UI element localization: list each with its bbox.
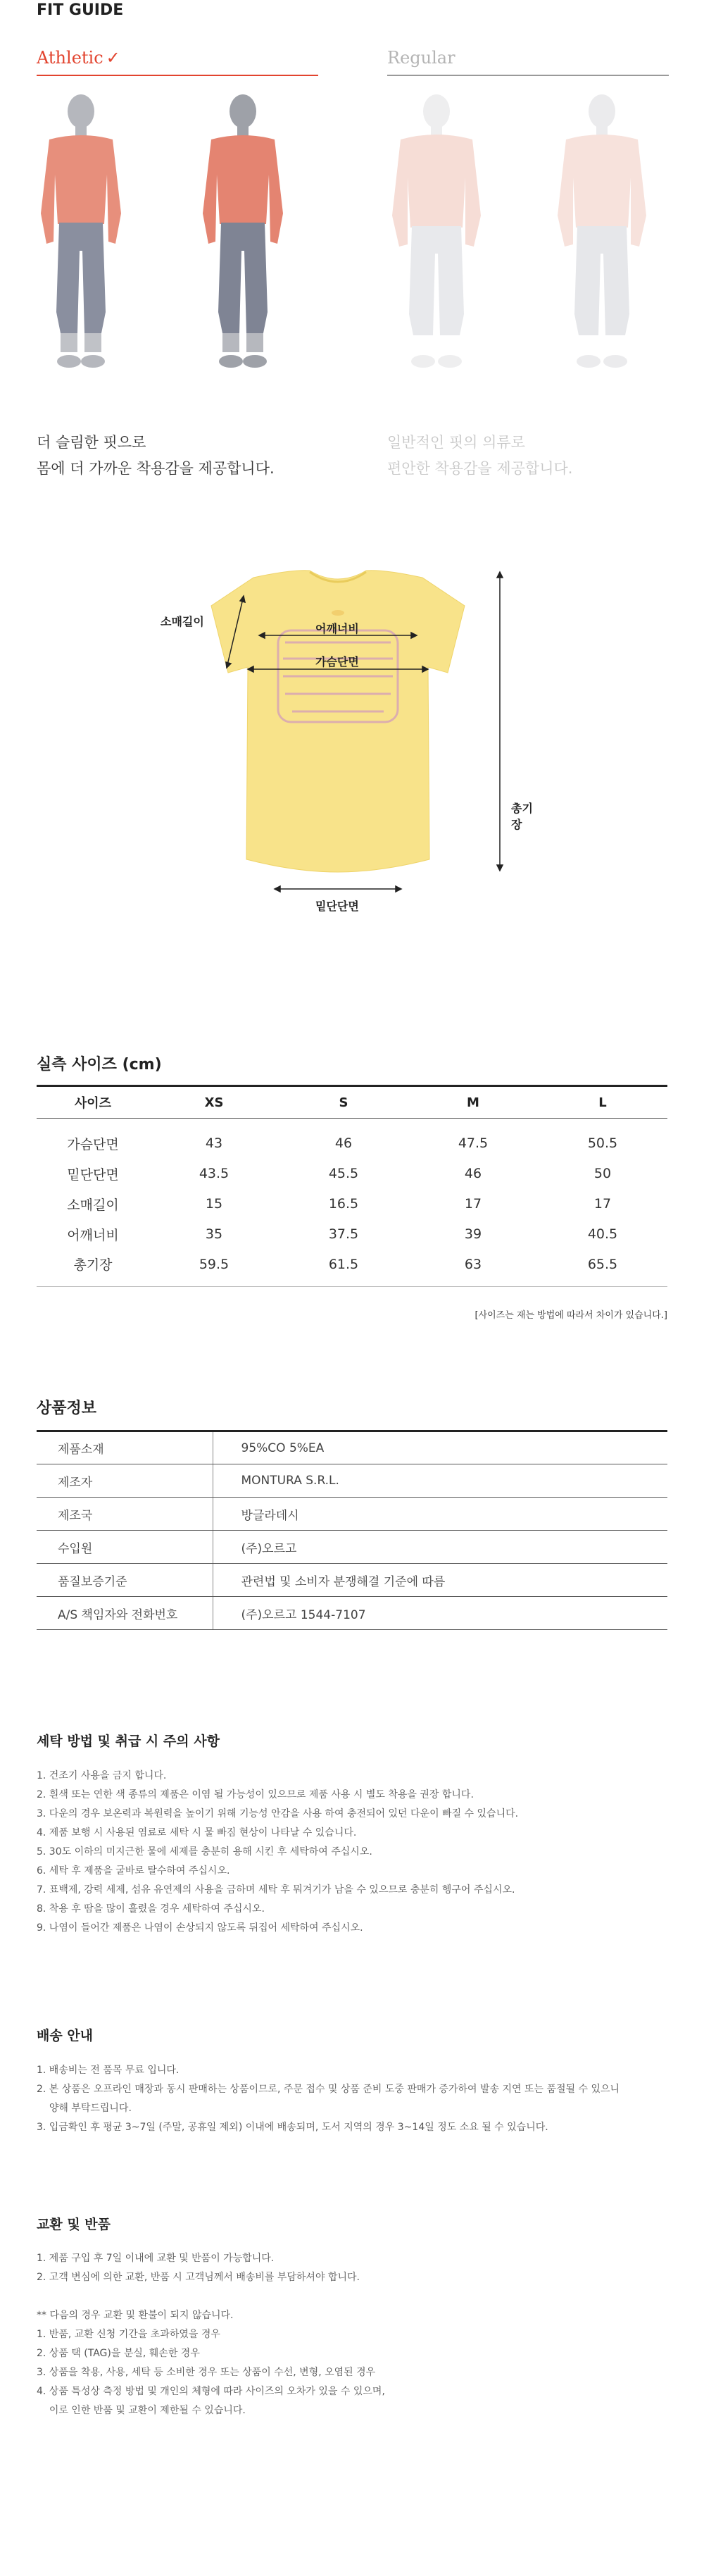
measure-label: 가슴단면	[67, 1136, 119, 1152]
info-value: (주)오르고	[213, 1531, 667, 1564]
info-value: (주)오르고 1544-7107	[213, 1597, 667, 1630]
list-item: 4. 제품 보행 시 사용된 염료로 세탁 시 물 빠짐 현상이 나타날 수 있습니다.	[37, 1827, 357, 1838]
tab-athletic-label: Athletic	[37, 48, 103, 68]
list-item: 1. 반품, 교환 신청 기간을 초과하였을 경우	[37, 2329, 220, 2340]
info-key: A/S 책임자와 전화번호	[37, 1597, 213, 1630]
table-row	[37, 1564, 667, 1597]
list-item: 7. 표백제, 강력 세제, 섬유 유연제의 사용을 금하며 세탁 후 뭐겨기가 남을 수 있으므로 충분히 헹구어 주십시오.	[37, 1884, 515, 1896]
measure-value: 50.5	[587, 1135, 618, 1152]
list-item: 9. 나염이 들어간 제품은 나염이 손상되지 않도록 뒤집어 세탁하여 주십시오.	[37, 1922, 363, 1934]
measure-value: 43	[205, 1135, 223, 1152]
measure-value: 16.5	[328, 1196, 359, 1212]
measure-value: 45.5	[328, 1166, 359, 1181]
label-hem-width: 밑단단면	[315, 900, 359, 913]
exchange-title: 교환 및 반품	[37, 2217, 111, 2232]
measure-value: 37.5	[328, 1226, 359, 1242]
tab-regular-label: Regular	[387, 48, 455, 68]
label-chest-width: 가슴단면	[315, 655, 359, 668]
list-item: 1. 제품 구입 후 7일 이내에 교환 및 반품이 가능합니다.	[37, 2253, 275, 2264]
measure-value: 47.5	[458, 1135, 489, 1152]
measure-value: 40.5	[587, 1226, 618, 1242]
table-row	[37, 1250, 667, 1287]
size-header-cell: 사이즈	[37, 1086, 149, 1119]
list-item: 2. 고객 변심에 의한 교환, 반품 시 고객님께서 배송비를 부담하셔야 합니다.	[37, 2272, 360, 2283]
shipping-list	[37, 2061, 656, 2137]
care-list	[37, 1767, 656, 1938]
size-table-header-row	[37, 1086, 667, 1119]
measure-label: 어깨너비	[67, 1227, 119, 1243]
measure-value: 63	[408, 1250, 538, 1287]
info-key: 수입원	[37, 1531, 213, 1564]
list-item: 1. 건조기 사용을 금지 합니다.	[37, 1770, 167, 1781]
info-value: 관련법 및 소비자 분쟁해결 기준에 따름	[213, 1564, 667, 1597]
list-item: 1. 배송비는 전 품목 무료 입니다.	[37, 2065, 180, 2076]
measure-value: 46	[334, 1135, 353, 1152]
measure-value: 17	[464, 1196, 482, 1212]
regular-desc-line-2: 편안한 착용감을 제공합니다.	[387, 460, 573, 477]
measure-value: 59.5	[149, 1250, 279, 1287]
fit-guide-title: FIT GUIDE	[37, 1, 124, 19]
list-item: 8. 착용 후 땀을 많이 흘렸을 경우 세탁하여 주십시오.	[37, 1903, 265, 1915]
size-header-cell: L	[538, 1086, 667, 1119]
info-key: 품질보증기준	[37, 1564, 213, 1597]
list-item: 2. 상품 택 (TAG)을 분실, 훼손한 경우	[37, 2348, 200, 2359]
label-shoulder-width: 어깨너비	[315, 622, 359, 635]
athletic-desc-line-2: 몸에 더 가까운 착용감을 제공합니다.	[37, 460, 275, 477]
list-item: 3. 입금확인 후 평균 3~7일 (주말, 공휴일 제외) 이내에 배송되며, 도서 지역의 경우 3~14일 정도 소요 될 수 있습니다.	[37, 2122, 548, 2133]
table-row	[37, 1219, 667, 1250]
list-item: 4. 상품 특성상 측정 방법 및 개인의 체형에 따라 사이즈의 오차가 있을 수 있으며, 이로 인한 반품 및 교환이 제한될 수 있습니다.	[37, 2386, 385, 2416]
table-row	[37, 1464, 667, 1498]
measure-label: 소매길이	[67, 1197, 119, 1213]
product-info-table	[37, 1430, 667, 1630]
care-title: 세탁 방법 및 취급 시 주의 사항	[37, 1734, 220, 1749]
measure-value: 43.5	[199, 1166, 230, 1181]
label-total-length: 총기장	[511, 802, 533, 831]
table-row	[37, 1597, 667, 1630]
info-key: 제조자	[37, 1464, 213, 1498]
tab-athletic[interactable]	[37, 48, 318, 76]
measure-value: 39	[464, 1226, 482, 1242]
measure-value: 35	[205, 1226, 223, 1242]
list-item	[37, 2287, 656, 2306]
info-value: 방글라데시	[213, 1498, 667, 1531]
table-row	[37, 1498, 667, 1531]
list-item: 3. 상품을 착용, 사용, 세탁 등 소비한 경우 또는 상품이 수선, 변형, 오염된 경우	[37, 2367, 376, 2378]
list-item: 5. 30도 이하의 미지근한 물에 세제를 충분히 용해 시킨 후 세탁하여 주십시오.	[37, 1846, 372, 1858]
table-row	[37, 1531, 667, 1564]
list-item: 2. 흰색 또는 연한 색 종류의 제품은 이염 될 가능성이 있으므로 제품 사용 시 별도 착용을 권장 합니다.	[37, 1789, 474, 1800]
tab-regular[interactable]	[387, 48, 669, 76]
measure-value: 46	[464, 1166, 482, 1181]
size-table-title: 실측 사이즈 (cm)	[37, 1056, 162, 1074]
regular-side-figure	[549, 90, 655, 375]
list-item: ** 다음의 경우 교환 및 환불이 되지 않습니다.	[37, 2310, 234, 2321]
size-note: [사이즈는 재는 방법에 따라서 차이가 있습니다.]	[474, 1310, 667, 1321]
list-item: 6. 세탁 후 제품을 굴바로 탈수하여 주십시오.	[37, 1865, 230, 1877]
product-info-title: 상품정보	[37, 1400, 97, 1417]
regular-front-figure	[384, 90, 489, 375]
label-sleeve-length: 소매길이	[161, 615, 204, 628]
check-icon: ✓	[106, 48, 120, 68]
athletic-desc-line-1: 더 슬림한 핏으로	[37, 434, 146, 451]
info-value: 95%CO 5%EA	[213, 1431, 667, 1464]
list-item: 3. 다운의 경우 보온력과 복원력을 높이기 위해 기능성 안감을 사용 하여 충전되어 있던 다운이 빠질 수 있습니다.	[37, 1808, 519, 1819]
info-key: 제품소재	[37, 1431, 213, 1464]
table-row	[37, 1189, 667, 1219]
measure-label: 밑단단면	[67, 1166, 119, 1183]
measure-value: 50	[593, 1166, 612, 1181]
table-row	[37, 1159, 667, 1189]
measure-value: 17	[593, 1196, 612, 1212]
athletic-front-figure	[28, 90, 134, 375]
table-row	[37, 1119, 667, 1159]
size-header-cell: XS	[149, 1086, 279, 1119]
info-key: 제조국	[37, 1498, 213, 1531]
regular-description	[387, 430, 572, 482]
list-item: 2. 본 상품은 오프라인 매장과 동시 판매하는 상품이므로, 주문 접수 및 상품 준비 도중 판매가 증가하여 발송 지연 또는 품절될 수 있으니 양해 부탁드립니다.	[37, 2084, 620, 2114]
measure-value: 65.5	[538, 1250, 667, 1287]
table-row	[37, 1431, 667, 1464]
info-value: MONTURA S.R.L.	[213, 1464, 667, 1498]
shipping-title: 배송 안내	[37, 2028, 94, 2043]
size-table	[37, 1085, 667, 1287]
exchange-list	[37, 2249, 656, 2420]
measure-label: 총기장	[37, 1250, 149, 1287]
regular-desc-line-1: 일반적인 핏의 의류로	[387, 434, 525, 451]
measure-value: 61.5	[279, 1250, 408, 1287]
size-header-cell: S	[279, 1086, 408, 1119]
athletic-side-figure	[190, 90, 296, 375]
size-header-cell: M	[408, 1086, 538, 1119]
athletic-description	[37, 430, 275, 482]
measure-value: 15	[205, 1196, 223, 1212]
measurement-diagram	[161, 564, 535, 944]
